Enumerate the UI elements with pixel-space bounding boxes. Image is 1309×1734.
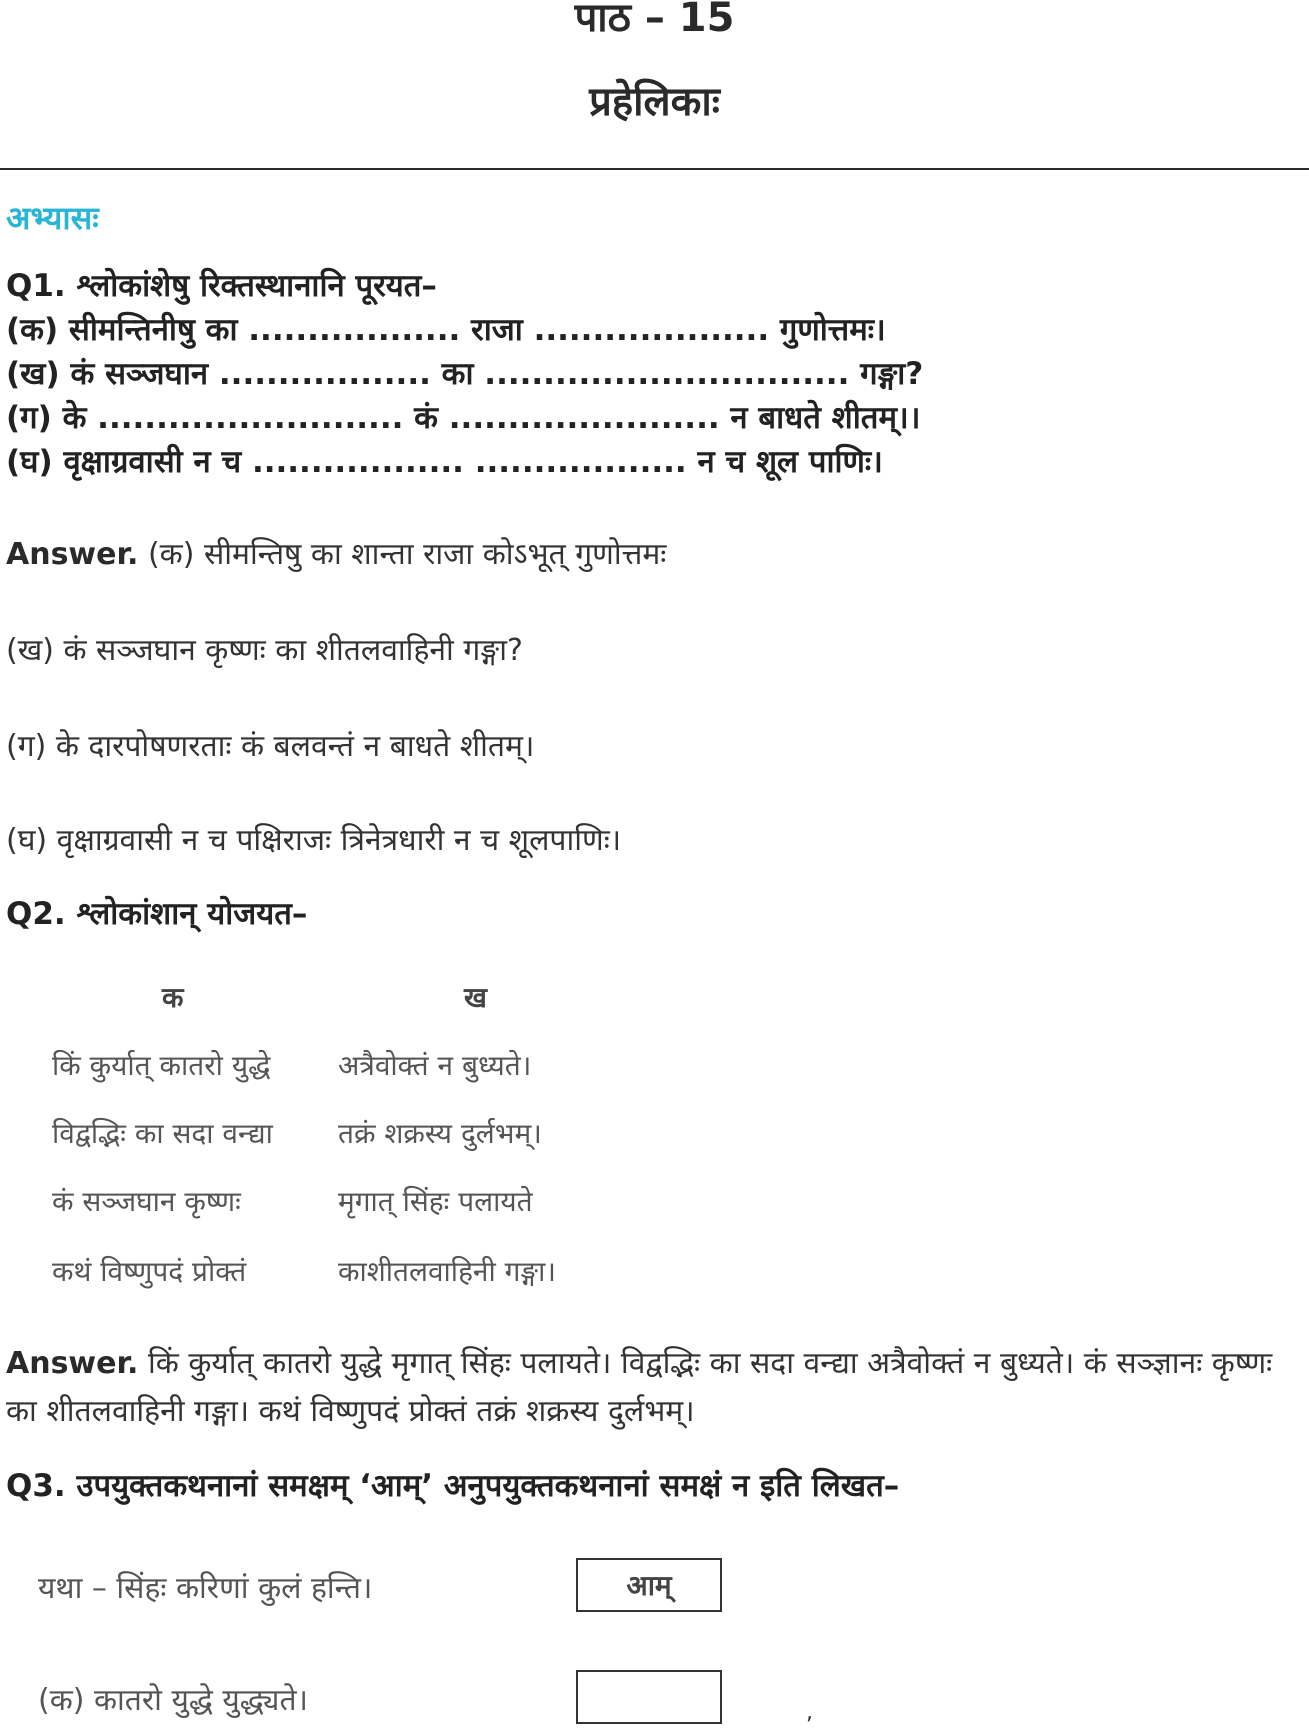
- match-a-4: कथं विष्णुपदं प्रोक्तं: [52, 1255, 247, 1288]
- match-a-3: कं सञ्जघान कृष्णः: [52, 1185, 241, 1218]
- answer-box-text: आम्: [626, 1569, 672, 1602]
- match-b-3: मृगात् सिंहः पलायते: [338, 1185, 533, 1218]
- q1-line-kha: (ख) कं सञ्जघान .................. का ............................... गङ्गा?: [6, 356, 924, 392]
- q1-line-gha: (घ) वृक्षाग्रवासी न च .................. .................. न च शूल पाणिः।: [6, 444, 883, 480]
- q1-answer-ga: (ग) के दारपोषणरताः कं बलवन्तं न बाधते शीतम्।: [6, 729, 535, 764]
- q3-example-statement: यथा – सिंहः करिणां कुलं हन्ति।: [38, 1571, 373, 1606]
- q3-statement-ka: (क) कातरो युद्धे युद्ध्यते।: [38, 1683, 308, 1718]
- answer-text: (क) सीमन्तिषु का शान्ता राजा कोऽभूत् गुणोत्तमः: [147, 537, 667, 572]
- answer-label: Answer.: [6, 537, 139, 572]
- stray-mark: ,: [806, 1700, 813, 1725]
- column-b-heading: ख: [464, 981, 487, 1014]
- lesson-number: पाठ – 15: [574, 0, 735, 41]
- q1-answer-kha: (ख) कं सञ्जघान कृष्णः का शीतलवाहिनी गङ्गा?: [6, 633, 523, 668]
- chapter-title: प्रहेलिकाः: [589, 79, 720, 125]
- q1-answer-ka: [6, 532, 666, 573]
- title-divider: [0, 168, 1309, 170]
- match-a-1: किं कुर्यात् कातरो युद्धे: [52, 1049, 271, 1082]
- q2-title: Q2. श्लोकांशान् योजयत–: [6, 896, 308, 932]
- match-b-1: अत्रैवोक्तं न बुध्यते।: [338, 1049, 532, 1082]
- answer-text: किं कुर्यात् कातरो युद्धे मृगात् सिंहः पलायते। विद्वद्भिः का सदा वन्द्या अत्रैवोक्तं न बुध्यते। कं सञ्ज्ञानः कृष्णः का शीतलवाहिनी गङ्गा। कथं विष्णुपदं प्रोक्तं तक्रं शक्रस्य दुर्लभम्।: [6, 1346, 1273, 1429]
- match-b-4: काशीतलवाहिनी गङ्गा।: [338, 1255, 556, 1288]
- q3-answer-box-ka[interactable]: [576, 1670, 722, 1724]
- q3-title: Q3. उपयुक्तकथनानां समक्षम् ‘आम्’ अनुपयुक्तकथनानां समक्षं न इति लिखत–: [6, 1468, 900, 1504]
- q1-answer-gha: (घ) वृक्षाग्रवासी न च पक्षिराजः त्रिनेत्रधारी न च शूलपाणिः।: [6, 823, 622, 858]
- q3-example-answer-box: [576, 1558, 722, 1612]
- q1-line-ka: (क) सीमन्तिनीषु का .................. राजा .................... गुणोत्तमः।: [6, 312, 886, 348]
- match-a-2: विद्वद्भिः का सदा वन्द्या: [52, 1117, 273, 1150]
- q1-line-ga: (ग) के .......................... कं ....................... न बाधते शीतम्।।: [6, 400, 921, 436]
- exercise-heading: अभ्यासः: [6, 199, 99, 237]
- match-b-2: तक्रं शक्रस्य दुर्लभम्।: [338, 1117, 542, 1150]
- answer-label: Answer.: [6, 1346, 139, 1381]
- q1-title: Q1. श्लोकांशेषु रिक्तस्थानानि पूरयत–: [6, 268, 437, 304]
- q2-answer: [6, 1340, 1296, 1436]
- column-a-heading: क: [162, 981, 184, 1014]
